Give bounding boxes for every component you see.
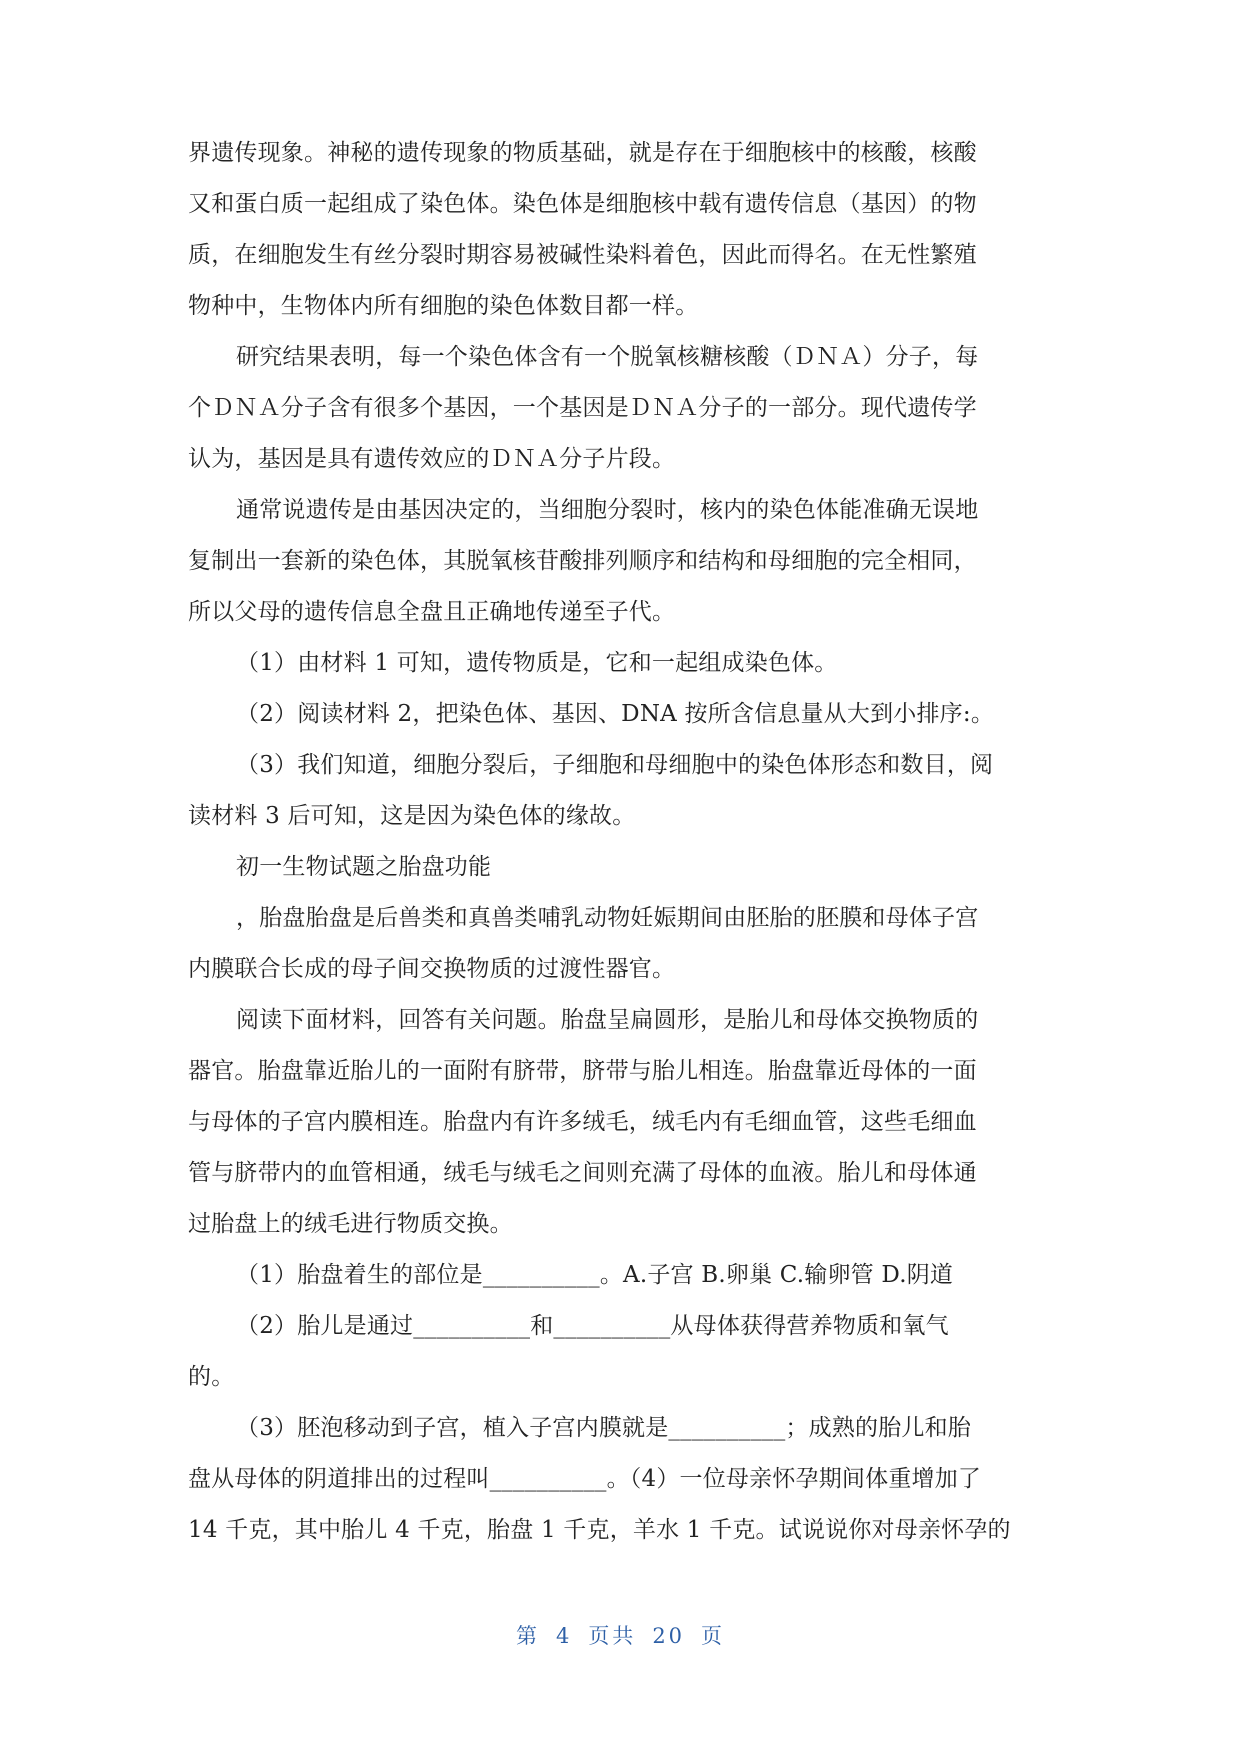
text-line: 通常说遗传是由基因决定的，当细胞分裂时，核内的染色体能准确无误地	[236, 497, 979, 523]
text-line: 质，在细胞发生有丝分裂时期容易被碱性染料着色，因此而得名。在无性繁殖	[188, 242, 977, 268]
footer-label-before: 第	[515, 1624, 540, 1648]
text-line: 认为，基因是具有遗传效应的ＤＮＡ分子片段。	[188, 446, 676, 472]
footer-label-middle: 页共	[588, 1624, 637, 1648]
text-line: 过胎盘上的绒毛进行物质交换。	[188, 1211, 513, 1237]
question-line: （3）我们知道，细胞分裂后，子细胞和母细胞中的染色体形态和数目，阅	[236, 752, 994, 778]
text-line: 读材料 3 后可知，这是因为染色体的缘故。	[188, 803, 636, 829]
text-line: 界遗传现象。神秘的遗传现象的物质基础，就是存在于细胞核中的核酸，核酸	[188, 140, 977, 166]
text-line: 研究结果表明，每一个染色体含有一个脱氧核糖核酸（ＤＮＡ）分子，每	[236, 344, 979, 370]
text-line: 器官。胎盘靠近胎儿的一面附有脐带，脐带与胎儿相连。胎盘靠近母体的一面	[188, 1058, 977, 1084]
text-line: 个ＤＮＡ分子含有很多个基因，一个基因是ＤＮＡ分子的一部分。现代遗传学	[188, 395, 977, 421]
text-line: 的。	[188, 1364, 235, 1390]
text-line: 复制出一套新的染色体，其脱氧核苷酸排列顺序和结构和母细胞的完全相同，	[188, 548, 977, 574]
text-line: 物种中，生物体内所有细胞的染色体数目都一样。	[188, 293, 699, 319]
text-line: 又和蛋白质一起组成了染色体。染色体是细胞核中载有遗传信息（基因）的物	[188, 191, 977, 217]
text-line: 内膜联合长成的母子间交换物质的过渡性器官。	[188, 956, 676, 982]
page-footer	[0, 1620, 1241, 1650]
footer-label-after: 页	[701, 1624, 726, 1648]
text-line: 所以父母的遗传信息全盘且正确地传递至子代。	[188, 599, 676, 625]
question-line: （1）由材料 1 可知，遗传物质是，它和一起组成染色体。	[236, 650, 838, 676]
question-line: （1）胎盘着生的部位是__________。A.子宫 B.卵巢 C.输卵管 D.阴道	[236, 1262, 954, 1288]
question-line: （2）阅读材料 2，把染色体、基因、DNA 按所含信息量从大到小排序:。	[236, 701, 995, 727]
section-heading: 初一生物试题之胎盘功能	[236, 854, 492, 880]
text-line: 盘从母体的阴道排出的过程叫__________。（4）一位母亲怀孕期间体重增加了	[188, 1466, 982, 1492]
text-line: 14 千克，其中胎儿 4 千克，胎盘 1 千克，羊水 1 千克。试说说你对母亲怀孕的	[188, 1517, 1011, 1543]
text-line: 管与脐带内的血管相通，绒毛与绒毛之间则充满了母体的血液。胎儿和母体通	[188, 1160, 977, 1186]
question-line: （2）胎儿是通过__________和__________从母体获得营养物质和氧气	[236, 1313, 949, 1339]
text-line: 阅读下面材料，回答有关问题。胎盘呈扁圆形，是胎儿和母体交换物质的	[236, 1007, 979, 1033]
footer-total-pages: 20	[652, 1624, 686, 1648]
question-line: （3）胚泡移动到子宫，植入子宫内膜就是__________；成熟的胎儿和胎	[236, 1415, 972, 1441]
text-line: 与母体的子宫内膜相连。胎盘内有许多绒毛，绒毛内有毛细血管，这些毛细血	[188, 1109, 977, 1135]
page-body	[188, 128, 1052, 1556]
footer-page-number: 4	[555, 1624, 573, 1648]
text-line: ，胎盘胎盘是后兽类和真兽类哺乳动物妊娠期间由胚胎的胚膜和母体子宫	[236, 905, 979, 931]
